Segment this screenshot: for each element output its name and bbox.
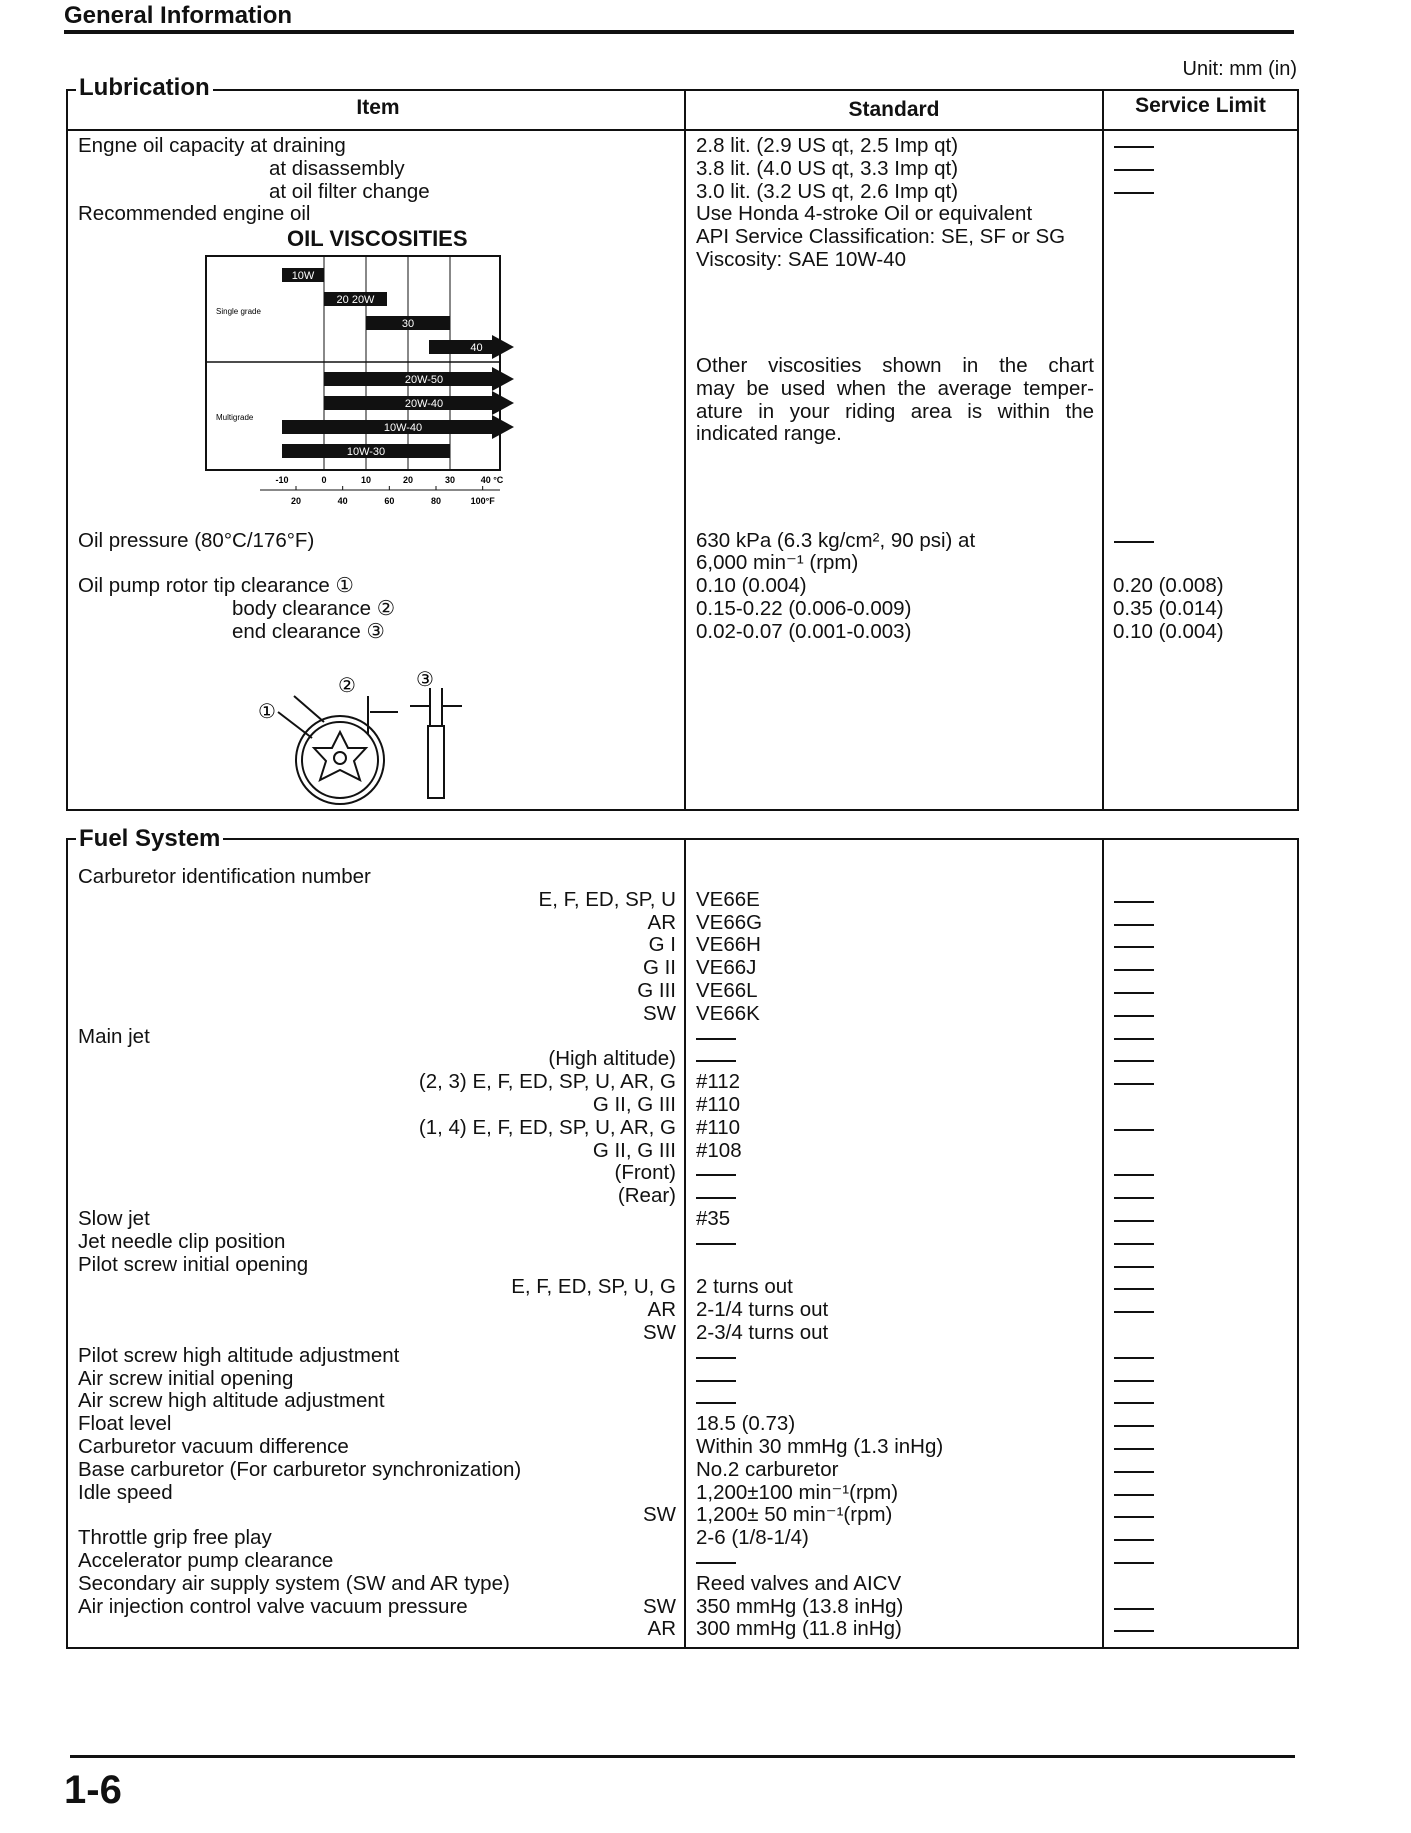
rotor-outer-ring [296,716,384,804]
fuel-standard-dash [696,1562,736,1564]
fuel-standard-value: VE66K [696,1001,760,1025]
fuel-limit-dash [1114,1220,1154,1222]
chart-c-tick: 0 [321,475,327,485]
chart-group-multi-label: Multigrade [216,413,254,422]
fuel-standard-value: VE66J [696,956,757,980]
footer-rule [70,1755,1295,1758]
rotor-end-limit: 0.10 (0.004) [1113,620,1224,643]
col-header-item: Item [356,96,400,119]
fuel-standard-value: 2 turns out [696,1275,793,1299]
fuel-limit-dash [1114,946,1154,948]
header-rule [64,30,1294,34]
fuel-limit-dash [1114,1448,1154,1450]
lub-col-divider-1 [684,89,686,811]
rotor-body-item: body clearance ② [232,597,396,620]
col-header-standard: Standard [848,98,940,121]
fuel-limit-dash [1114,1380,1154,1382]
fuel-limit-dash [1114,969,1154,971]
chart-bar-label: 30 [401,318,415,330]
chart-f-tick: 80 [430,496,442,506]
fuel-limit-dash [1114,1630,1154,1632]
rotor-hub [334,752,346,764]
chart-group-single-label: Single grade [216,307,261,316]
fuel-item-sub: SW [642,1594,676,1618]
fuel-standard-dash [696,1380,736,1382]
fuel-item-sub: (Rear) [617,1184,676,1208]
fuel-item-label: Carburetor vacuum difference [78,1435,349,1458]
lubrication-section-title: Lubrication [76,74,213,102]
fuel-limit-dash [1114,1174,1154,1176]
fuel-limit-dash [1114,1311,1154,1313]
rotor-body-standard: 0.15-0.22 (0.006-0.009) [696,597,912,620]
fuel-standard-dash [696,1357,736,1359]
lub-col-divider-2 [1102,89,1104,811]
fuel-standard-value: 1,200±100 min⁻¹(rpm) [696,1480,899,1504]
oil-viscosities-title: OIL VISCOSITIES [287,226,468,251]
lub-standard-value: 3.0 lit. (3.2 US qt, 2.6 Imp qt) [696,179,959,203]
fuel-item-label: Carburetor identification number [78,865,371,888]
fuel-standard-value: VE66L [696,979,758,1002]
chart-c-tick: 10 [360,475,372,485]
fuel-item-label: Base carburetor (For carburetor synchronization) [78,1457,522,1481]
fuel-item-sub: G II, G III [592,1138,676,1162]
fuel-item-label: Jet needle clip position [78,1229,286,1253]
fuel-item-label: Air screw initial opening [78,1366,294,1390]
fuel-limit-dash [1114,1539,1154,1541]
rotor-inner-lobes [314,732,366,780]
fuel-standard-value: 2-3/4 turns out [696,1321,829,1344]
rotor-side-view [428,726,444,798]
fuel-item-sub: AR [647,1617,676,1641]
rotor-tip-standard: 0.10 (0.004) [696,574,807,597]
fuel-limit-dash [1114,1197,1154,1199]
lub-standard-value: 2.8 lit. (2.9 US qt, 2.5 Imp qt) [696,134,959,157]
chart-bar-label: 20 20W [336,294,375,306]
fuel-standard-dash [696,1060,736,1062]
rotor-body-limit: 0.35 (0.014) [1113,597,1224,620]
note-line: may be used when the average temper- [696,376,1094,400]
oil-pressure-standard: 630 kPa (6.3 kg/cm², 90 psi) at [696,529,976,552]
rotor-tip-item: Oil pump rotor tip clearance ① [78,574,354,597]
chart-f-tick: 20 [290,496,302,506]
fuel-limit-dash [1114,1471,1154,1473]
fuel-standard-value: VE66H [696,933,761,957]
oil-pressure-item: Oil pressure (80°C/176°F) [78,529,315,552]
fuel-standard-value: Within 30 mmHg (1.3 inHg) [696,1435,944,1458]
fuel-item-sub: G II, G III [592,1093,676,1116]
chart-c-tick: 30 [444,475,456,485]
fuel-standard-value: #108 [696,1138,742,1162]
chart-c-tick: 40 °C [480,475,504,485]
oil-viscosities-chart [200,250,580,515]
lub-standard-value: Viscosity: SAE 10W-40 [696,248,907,271]
fuel-item-label: Float level [78,1412,172,1436]
fuel-item-label: Main jet [78,1024,150,1048]
fuel-limit-dash [1114,1516,1154,1518]
fuel-item-sub: G II [642,956,676,980]
chart-c-tick: 20 [402,475,414,485]
fuel-item-sub: G I [648,933,676,957]
fuel-standard-value: #35 [696,1207,731,1230]
lub-limit-dash [1114,192,1154,194]
fuel-limit-dash [1114,1608,1154,1610]
page-header-title: General Information [64,2,293,29]
fuel-standard-value: No.2 carburetor [696,1457,839,1481]
lub-standard-value: Use Honda 4-stroke Oil or equivalent [696,202,1033,226]
fuel-limit-dash [1114,901,1154,903]
fuel-standard-value: 2-6 (1/8-1/4) [696,1526,809,1550]
fuel-limit-dash [1114,1243,1154,1245]
lub-item-label: at disassembly [269,156,405,180]
fuel-standard-value: #110 [696,1093,741,1116]
fuel-system-section-title: Fuel System [76,825,223,853]
fuel-standard-value: Reed valves and AICV [696,1571,902,1595]
fuel-limit-dash [1114,1494,1154,1496]
fuel-item-sub: (Front) [614,1161,676,1185]
fuel-item-sub: (1, 4) E, F, ED, SP, U, AR, G [418,1115,676,1139]
fuel-item-sub: (2, 3) E, F, ED, SP, U, AR, G [418,1070,676,1094]
rotor-end-item: end clearance ③ [232,620,385,643]
fuel-limit-dash [1114,992,1154,994]
fuel-limit-dash [1114,1425,1154,1427]
chart-frame [206,256,500,470]
chart-f-tick: 40 [337,496,348,506]
fuel-standard-value: #112 [696,1070,741,1094]
fuel-item-sub: SW [642,1321,676,1344]
chart-bar-label: 10W [291,270,315,282]
fuel-standard-dash [696,1038,736,1040]
fuel-limit-dash [1114,1266,1154,1268]
fuel-item-label: Pilot screw initial opening [78,1252,309,1276]
viscosity-note [696,355,1094,446]
lub-item-label: at oil filter change [269,179,430,203]
chart-bar-label: 40 [470,342,483,354]
rotor-end-standard: 0.02-0.07 (0.001-0.003) [696,620,912,643]
chart-f-tick: 100°F [470,496,495,506]
chart-bar-label: 20W-50 [404,374,444,386]
oil-pump-rotor-diagram [250,668,470,808]
fuel-item-sub: E, F, ED, SP, U [538,887,676,911]
fuel-standard-value: 18.5 (0.73) [696,1412,796,1436]
fuel-col-divider-2 [1102,838,1104,1649]
fuel-limit-dash [1114,1060,1154,1062]
lub-header-rule [66,129,1299,131]
fuel-limit-dash [1114,924,1154,926]
chart-bar-label: 20W-40 [404,398,444,410]
fuel-limit-dash [1114,1129,1154,1131]
fuel-item-label: Air injection control valve vacuum pressure [78,1594,468,1618]
fuel-limit-dash [1114,1357,1154,1359]
fuel-standard-value: 2-1/4 turns out [696,1298,829,1322]
fuel-limit-dash [1114,1038,1154,1040]
unit-label: Unit: mm (in) [1182,58,1297,80]
fuel-limit-dash [1114,1402,1154,1404]
fuel-item-label: Secondary air supply system (SW and AR type) [78,1571,510,1595]
fuel-limit-dash [1114,1083,1154,1085]
fuel-standard-dash [696,1174,736,1176]
lub-item-label: Recommended engine oil [78,202,311,226]
fuel-limit-dash [1114,1015,1154,1017]
fuel-standard-value: #110 [696,1115,741,1139]
fuel-limit-dash [1114,1288,1154,1290]
lub-item-label: Engne oil capacity at draining [78,134,346,157]
fuel-item-sub: AR [647,1298,676,1322]
oil-pressure-limit-dash [1114,541,1154,543]
page-number: 1-6 [64,1768,122,1812]
fuel-standard-value: 350 mmHg (13.8 inHg) [696,1594,904,1618]
fuel-standard-dash [696,1402,736,1404]
fuel-item-sub: SW [642,1001,676,1025]
rotor-tip-limit: 0.20 (0.008) [1113,574,1224,597]
chart-bar-label: 10W-40 [383,422,423,434]
fuel-standard-dash [696,1197,736,1199]
diagram-label-1: ① [258,701,276,723]
fuel-limit-dash [1114,1562,1154,1564]
fuel-standard-value: 1,200± 50 min⁻¹(rpm) [696,1503,893,1527]
lub-limit-dash [1114,146,1154,148]
chart-c-tick: -10 [275,475,289,485]
fuel-item-sub: AR [647,910,676,934]
diagram-label-2: ② [338,675,356,697]
col-header-service-limit: Service Limit [1135,94,1266,117]
lub-limit-dash [1114,169,1154,171]
fuel-standard-value: VE66E [696,887,760,911]
fuel-col-divider-1 [684,838,686,1649]
fuel-item-label: Pilot screw high altitude adjustment [78,1343,400,1367]
fuel-standard-value: 300 mmHg (11.8 inHg) [696,1617,902,1641]
chart-bar-label: 10W-30 [346,446,386,458]
fuel-item-label: Throttle grip free play [78,1526,272,1550]
note-line: indicated range. [696,422,842,446]
fuel-item-label: Idle speed [78,1480,173,1504]
fuel-item-sub: (High altitude) [548,1047,676,1071]
diagram-label-3: ③ [416,669,434,691]
oil-pressure-standard-2: 6,000 min⁻¹ (rpm) [696,551,859,574]
fuel-standard-value: VE66G [696,910,763,934]
note-line: ature in your riding area is within the [696,399,1094,423]
fuel-item-sub: E, F, ED, SP, U, G [511,1275,676,1299]
chart-f-tick: 60 [384,496,395,506]
lub-standard-value: API Service Classification: SE, SF or SG [696,225,1066,249]
fuel-item-label: Air screw high altitude adjustment [78,1389,385,1413]
fuel-item-label: Accelerator pump clearance [78,1549,334,1572]
fuel-item-label: Slow jet [78,1207,150,1230]
fuel-item-sub: SW [642,1503,676,1527]
note-line: Other viscosities shown in the chart [696,354,1094,377]
fuel-standard-dash [696,1243,736,1245]
lub-standard-value: 3.8 lit. (4.0 US qt, 3.3 Imp qt) [696,156,959,180]
fuel-item-sub: G III [637,979,676,1002]
